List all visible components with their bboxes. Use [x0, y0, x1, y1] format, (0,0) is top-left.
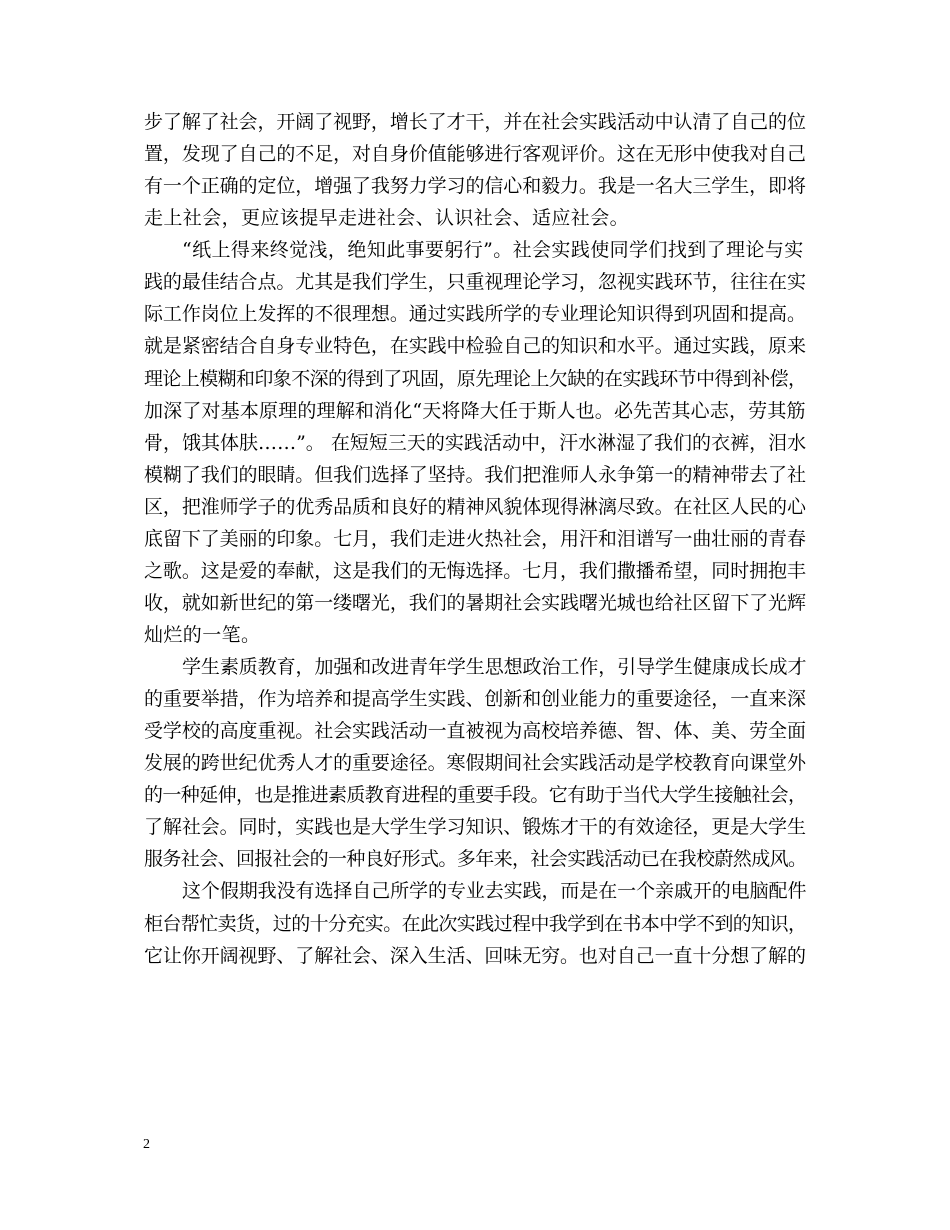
text-line: 收，就如新世纪的第一缕曙光，我们的暑期社会实践曙光城也给社区留下了光辉	[144, 591, 806, 614]
text-line: 受学校的高度重视。社会实践活动一直被视为高校培养德、智、体、美、劳全面	[144, 720, 806, 743]
text-line: 它让你开阔视野、了解社会、深入生活、回味无穷。也对自己一直十分想了解的	[144, 944, 806, 967]
text-line: 灿烂的一笔。	[144, 624, 261, 646]
text-line: 这个假期我没有选择自己所学的专业去实践，而是在一个亲戚开的电脑配件	[182, 880, 807, 903]
text-line: 学生素质教育，加强和改进青年学生思想政治工作，引导学生健康成长成才	[182, 656, 807, 678]
text-line: 了解社会。同时，实践也是大学生学习知识、锻炼才干的有效途径，更是大学生	[144, 816, 806, 839]
text-line: 柜台帮忙卖货，过的十分充实。在此次实践过程中我学到在书本中学不到的知识，	[144, 912, 807, 935]
text-line: 置，发现了自己的不足，对自身价值能够进行客观评价。这在无形中使我对自己	[144, 143, 806, 166]
text-line: 骨，饿其体肤……”。 在短短三天的实践活动中，汗水淋湿了我们的衣裤，泪水	[144, 431, 807, 454]
text-line: 之歌。这是爱的奉献，这是我们的无悔选择。七月，我们撒播希望，同时拥抱丰	[144, 559, 806, 582]
text-line: 服务社会、回报社会的一种良好形式。多年来，社会实践活动已在我校蔚然成风。	[144, 848, 807, 871]
text-line: 的重要举措，作为培养和提高学生实践、创新和创业能力的重要途径，一直来深	[144, 688, 806, 711]
text-line: 践的最佳结合点。尤其是我们学生，只重视理论学习，忽视实践环节，往往在实	[144, 271, 806, 294]
text-line: “纸上得来终觉浅，绝知此事要躬行”。社会实践使同学们找到了理论与实	[182, 239, 804, 262]
text-line: 模糊了我们的眼睛。但我们选择了坚持。我们把淮师人永争第一的精神带去了社	[144, 463, 806, 486]
text-line: 际工作岗位上发挥的不很理想。通过实践所学的专业理论知识得到巩固和提高。	[144, 303, 806, 326]
text-line: 底留下了美丽的印象。七月，我们走进火热社会，用汗和泪谱写一曲壮丽的青春	[144, 527, 806, 550]
text-line: 发展的跨世纪优秀人才的重要途径。寒假期间社会实践活动是学校教育向课堂外	[144, 752, 806, 775]
page-number: 2	[143, 1137, 150, 1152]
text-line: 走上社会，更应该提早走进社会、认识社会、适应社会。	[144, 207, 630, 230]
text-line: 的一种延伸，也是推进素质教育进程的重要手段。它有助于当代大学生接触社会，	[144, 784, 807, 807]
text-line: 步了解了社会，开阔了视野，增长了才干，并在社会实践活动中认清了自己的位	[144, 111, 806, 133]
text-line: 就是紧密结合自身专业特色，在实践中检验自己的知识和水平。通过实践，原来	[144, 335, 806, 358]
text-line: 加深了对基本原理的理解和消化“天将降大任于斯人也。必先苦其心志，劳其筋	[144, 399, 806, 422]
text-line: 理论上模糊和印象不深的得到了巩固，原先理论上欠缺的在实践环节中得到补偿，	[144, 367, 807, 390]
text-line: 有一个正确的定位，增强了我努力学习的信心和毅力。我是一名大三学生，即将	[144, 175, 806, 198]
text-line: 区，把淮师学子的优秀品质和良好的精神风貌体现得淋漓尽致。在社区人民的心	[144, 495, 806, 518]
